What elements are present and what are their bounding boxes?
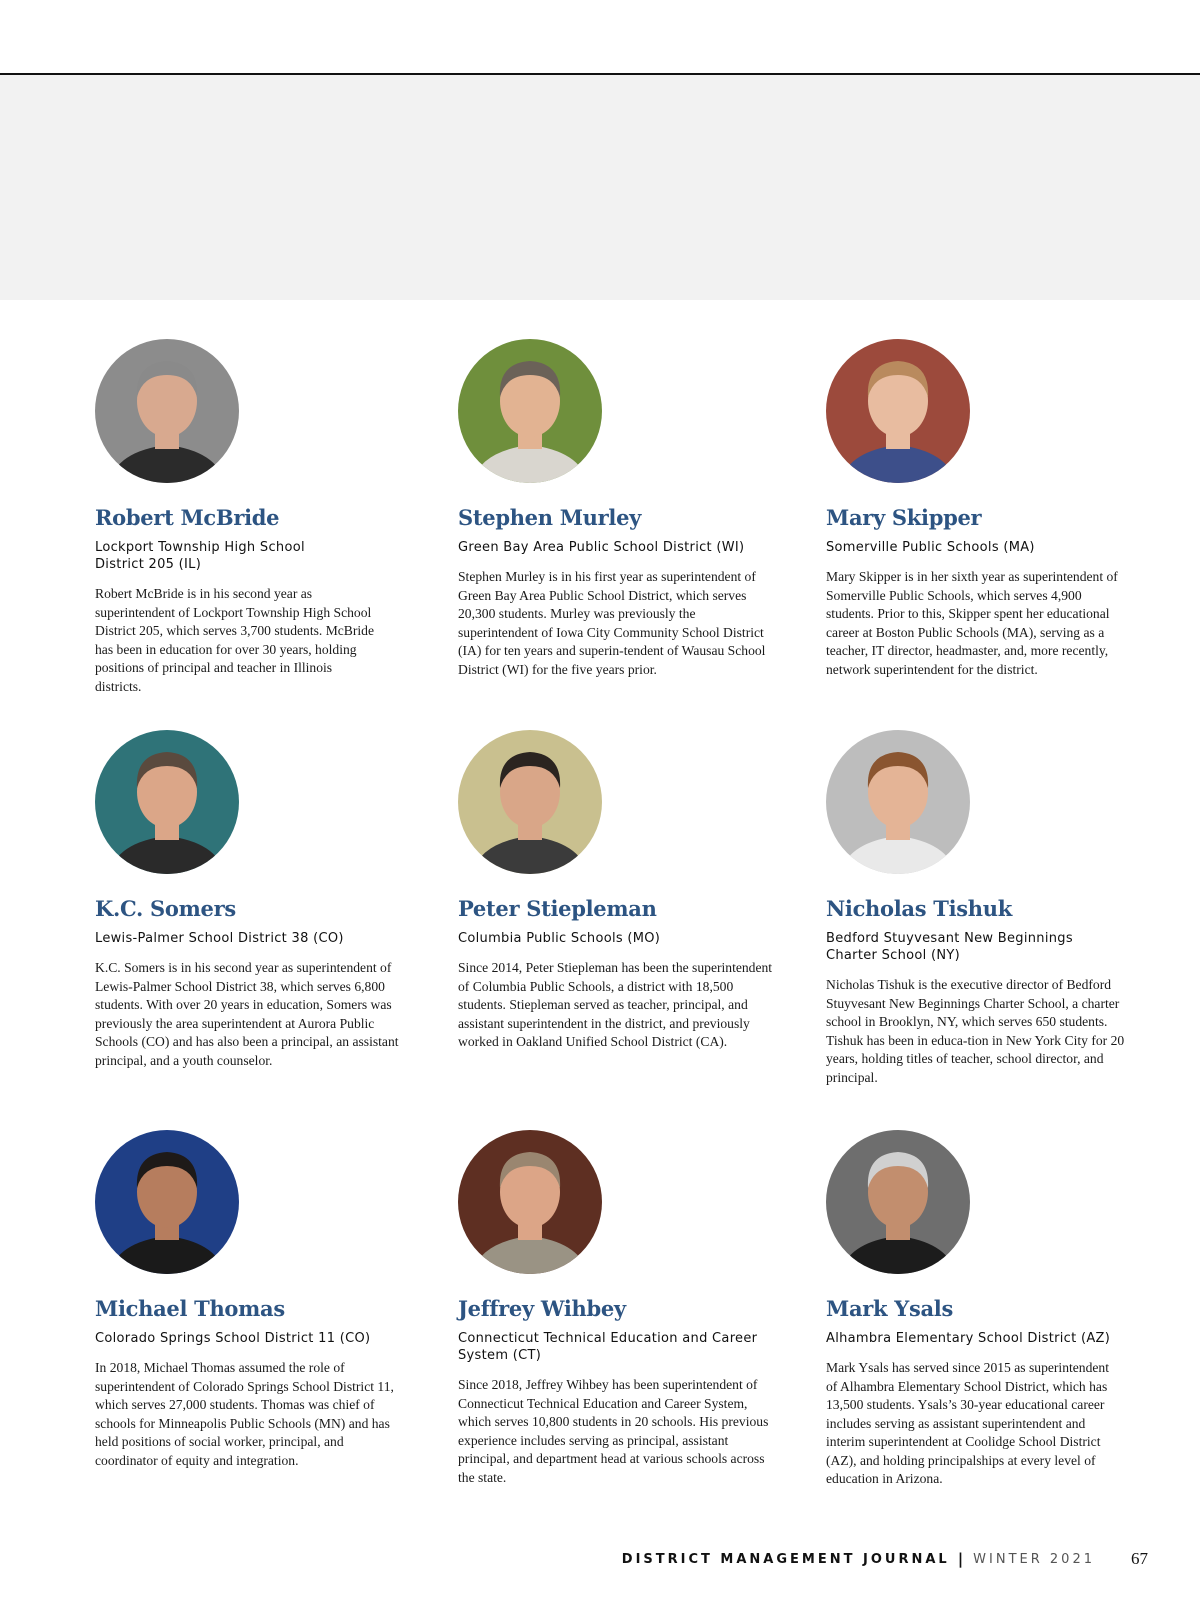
profile-card	[458, 1130, 773, 1487]
portrait-illustration	[458, 1130, 602, 1274]
portrait-photo	[458, 730, 602, 874]
profile-bio: K.C. Somers is in his second year as superintendent of Lewis-Palmer School District 38, which serves 6,800 students. With over 20 years in education, Somers was previously the area superintendent at Aurora Public Schools (CO) and has also been a principal, an assistant principal, and a youth counselor.	[95, 960, 399, 1068]
profile-card	[826, 730, 1141, 1087]
profile-district: Bedford Stuyvesant New Beginnings Charter School (NY)	[826, 931, 1073, 963]
profile-district: Colorado Springs School District 11 (CO)	[95, 1331, 371, 1346]
profile-bio: Since 2018, Jeffrey Wihbey has been superintendent of Connecticut Technical Education and Career System, which serves 10,800 students in 20 schools. His previous experience includes serving as principal, assistant principal, and department head at various schools across the state.	[458, 1377, 769, 1485]
profile-name: Stephen Murley	[458, 505, 642, 530]
profile-card	[95, 339, 410, 696]
profile-name: Michael Thomas	[95, 1296, 285, 1321]
profile-bio: In 2018, Michael Thomas assumed the role of superintendent of Colorado Springs School District 11, which serves 27,000 students. Thomas was chief of schools for Minneapolis Public Schools (MN) and has held positions of social worker, principal, and coordinator of equity and integration.	[95, 1360, 394, 1468]
profile-card	[458, 730, 773, 1052]
portrait-photo	[826, 339, 970, 483]
profile-district: Somerville Public Schools (MA)	[826, 540, 1035, 555]
profile-bio: Mark Ysals has served since 2015 as superintendent of Alhambra Elementary School District, which has 13,500 students. Ysals’s 30-year educational career includes serving as assistant superintendent and interim superintendent at Coolidge School District (AZ), and holding principalships at every level of education in Arizona.	[826, 1360, 1110, 1486]
portrait-illustration	[826, 339, 970, 483]
profile-district: Lockport Township High School District 205 (IL)	[95, 540, 305, 572]
profile-district: Columbia Public Schools (MO)	[458, 931, 661, 946]
profile-card	[95, 730, 410, 1070]
portrait-photo	[95, 339, 239, 483]
portrait-illustration	[826, 730, 970, 874]
profile-name: Peter Stiepleman	[458, 896, 657, 921]
profile-district: Connecticut Technical Education and Career System (CT)	[458, 1331, 758, 1363]
page-footer	[622, 1548, 1148, 1570]
portrait-illustration	[458, 339, 602, 483]
portrait-illustration	[95, 730, 239, 874]
portrait-photo	[458, 339, 602, 483]
portrait-illustration	[458, 730, 602, 874]
profile-card	[95, 1130, 410, 1470]
profile-name: Nicholas Tishuk	[826, 896, 1012, 921]
issue-label: WINTER 2021	[973, 1551, 1095, 1567]
header-band	[0, 75, 1200, 300]
profile-bio: Mary Skipper is in her sixth year as superintendent of Somerville Public Schools, which serves 4,900 students. Prior to this, Skipper spent her educational career at Boston Public Schools (MA), serving as a teacher, IT director, headmaster, and, more recently, network superintendent for the district.	[826, 569, 1118, 677]
footer-separator: |	[957, 1550, 964, 1568]
profile-card	[826, 339, 1141, 679]
portrait-photo	[458, 1130, 602, 1274]
portrait-photo	[95, 730, 239, 874]
portrait-photo	[826, 730, 970, 874]
profile-name: K.C. Somers	[95, 896, 236, 921]
profile-bio: Stephen Murley is in his first year as superintendent of Green Bay Area Public School District, which serves 20,300 students. Murley was previously the superintendent of Iowa City Community School District (IA) for ten years and superin-tendent of Wausau School District (WI) for the five years prior.	[458, 569, 766, 677]
profile-bio: Nicholas Tishuk is the executive director of Bedford Stuyvesant New Beginnings Charter School, a charter school in Brooklyn, NY, which serves 650 students. Tishuk has been in educa-tion in New York City for 20 years, holding titles of teacher, school director, and principal.	[826, 977, 1125, 1085]
profile-bio: Since 2014, Peter Stiepleman has been the superintendent of Columbia Public Schools, a district with 18,500 students. Stiepleman served as teacher, principal, and assistant superintendent in the district, and previously worked in Oakland Unified School District (CA).	[458, 960, 773, 1049]
portrait-illustration	[826, 1130, 970, 1274]
profile-card	[826, 1130, 1141, 1489]
profile-district: Alhambra Elementary School District (AZ)	[826, 1331, 1111, 1346]
profile-district: Green Bay Area Public School District (WI)	[458, 540, 745, 555]
profile-name: Mary Skipper	[826, 505, 982, 530]
profile-name: Robert McBride	[95, 505, 280, 530]
portrait-photo	[826, 1130, 970, 1274]
profile-name: Jeffrey Wihbey	[458, 1296, 626, 1321]
page-number: 67	[1131, 1549, 1148, 1568]
portrait-photo	[95, 1130, 239, 1274]
profile-name: Mark Ysals	[826, 1296, 953, 1321]
profile-bio: Robert McBride is in his second year as superintendent of Lockport Township High School District 205, which serves 3,700 students. McBride has been in education for over 30 years, holding positions of principal and teacher in Illinois districts.	[95, 586, 375, 694]
profile-district: Lewis-Palmer School District 38 (CO)	[95, 931, 344, 946]
journal-title: DISTRICT MANAGEMENT JOURNAL	[621, 1551, 950, 1567]
profile-card	[458, 339, 773, 679]
portrait-illustration	[95, 339, 239, 483]
portrait-illustration	[95, 1130, 239, 1274]
